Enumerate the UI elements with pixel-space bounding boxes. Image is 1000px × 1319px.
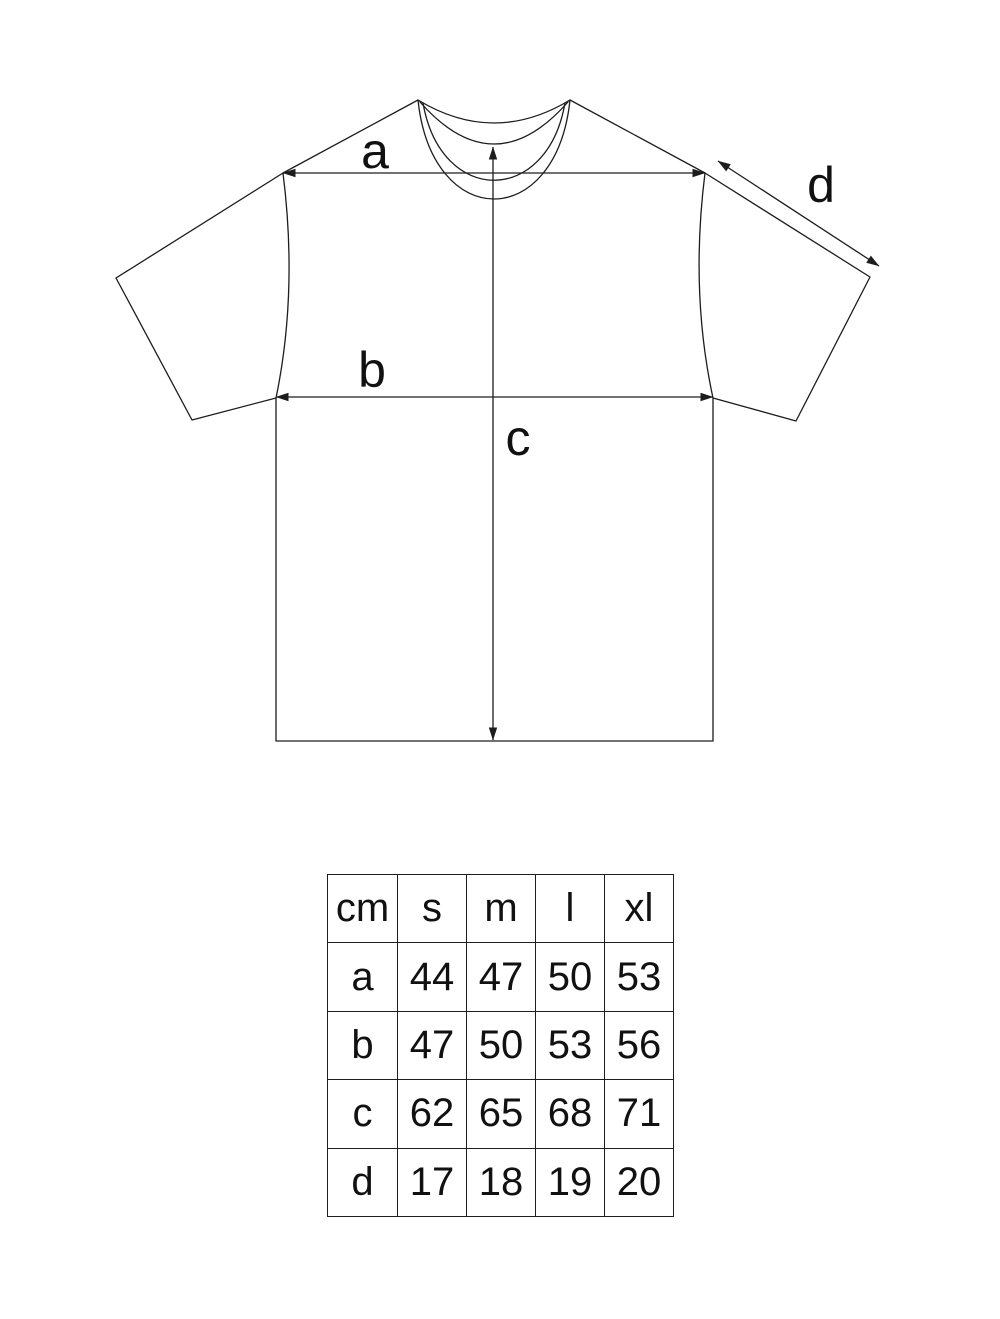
size-table-header-xl: xl <box>605 875 674 943</box>
size-table-row-d <box>328 1148 674 1216</box>
size-table-header-l: l <box>536 875 605 943</box>
size-table-cell: 18 <box>467 1148 536 1216</box>
measurement-label-c: c <box>505 410 531 466</box>
measurement-label-a: a <box>361 123 389 179</box>
size-table-row-label: d <box>328 1148 398 1216</box>
measurement-label-b: b <box>358 342 386 398</box>
measurement-label-d: d <box>807 157 835 213</box>
size-table-cell: 50 <box>467 1011 536 1079</box>
size-table-row-label: c <box>328 1080 398 1148</box>
size-table-cell: 53 <box>536 1011 605 1079</box>
collar-front-inner-curve <box>423 103 565 180</box>
measurement-line-d <box>718 161 879 266</box>
size-table-row-a <box>328 943 674 1011</box>
size-table-row-c <box>328 1080 674 1148</box>
size-table-cell: 47 <box>398 1011 467 1079</box>
size-table-header-s: s <box>398 875 467 943</box>
size-table-cell: 47 <box>467 943 536 1011</box>
size-table-cell: 68 <box>536 1080 605 1148</box>
size-table-unit-header: cm <box>328 875 398 943</box>
size-table-header-m: m <box>467 875 536 943</box>
size-table-row-label: a <box>328 943 398 1011</box>
collar-back-top-curve <box>418 100 570 123</box>
size-table-cell: 53 <box>605 943 674 1011</box>
size-table <box>327 874 674 1217</box>
size-table-cell: 62 <box>398 1080 467 1148</box>
size-table-row-b <box>328 1011 674 1079</box>
size-table-row-label: b <box>328 1011 398 1079</box>
left-armhole-seam <box>276 173 289 398</box>
size-table-cell: 50 <box>536 943 605 1011</box>
size-table-cell: 44 <box>398 943 467 1011</box>
size-table-cell: 71 <box>605 1080 674 1148</box>
size-table-cell: 56 <box>605 1011 674 1079</box>
size-table-cell: 19 <box>536 1148 605 1216</box>
right-armhole-seam <box>699 173 713 398</box>
size-table-cell: 20 <box>605 1148 674 1216</box>
size-table-cell: 65 <box>467 1080 536 1148</box>
size-table-header-row <box>328 875 674 943</box>
size-table-cell: 17 <box>398 1148 467 1216</box>
